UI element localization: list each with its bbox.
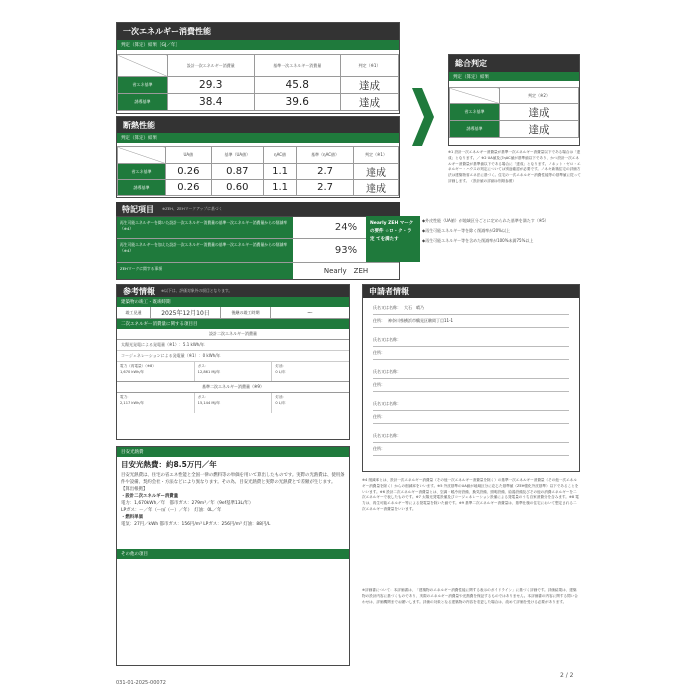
- list-item: ◆外皮性能（UA値）が地域区分ごとに定められた基準を満たす（※5）: [422, 218, 549, 223]
- applicant-name-line: 氏名又は名称： 大石 晴乃: [373, 302, 569, 315]
- col-standard: 基準一次エネルギー消費量: [254, 55, 341, 77]
- overall-note: ※1 設計一次エネルギー消費量が基準一次エネルギー消費量以下である場合は「達成」となります。／ ※2 UA値及びηAC値が基準値以下であり、かつ設計一次エネルギー消費量が基準値以下である場合に「達成」となります。ノネット・ゼロ・エネルギー・ハウスの判定については別途確認が必要です。ノネキ新築住宅の評価方法は建築物省エネ法に基づく。住宅の一次エネルギー消費性能等の基準値に従って評価します。（設計値の詳細は別紙参照）: [448, 150, 581, 183]
- design-head: 設計二次エネルギー消費量: [117, 329, 349, 340]
- other-head: その他の項目: [117, 549, 349, 559]
- solar-line: 太陽光発電による発電量（※1）：5.1 kWh/年: [117, 340, 349, 351]
- doc-id: 031-01-2025-00072: [116, 680, 166, 686]
- applicant-name-line: 氏名又は名称：: [373, 334, 569, 347]
- cogen-line: コージェネレーションによる発電量（※1）：0 kWh/年: [117, 351, 349, 362]
- applicant-title: 申請者情報: [363, 285, 579, 298]
- zeh-conditions: [422, 218, 584, 244]
- table-row: ZEHマークに関する事項 Nearly ZEH: [117, 263, 399, 279]
- fuel-head: 目安光熱費: [117, 447, 349, 457]
- primary-energy-section: [116, 22, 400, 114]
- primary-energy-subheader: 判定（算定）結果［GJ／年］: [117, 40, 399, 50]
- list-item: [373, 334, 569, 360]
- applicant-section: [362, 284, 580, 472]
- col-result: 判定（※1）: [341, 55, 399, 77]
- list-item: [373, 366, 569, 392]
- applicant-address-line: 住所：: [373, 411, 569, 424]
- reference-title: 参考情報: [123, 286, 155, 296]
- applicant-name-line: 氏名又は名称：: [373, 398, 569, 411]
- reference-section: [116, 284, 350, 440]
- applicant-address-line: 住所：: [373, 443, 569, 456]
- col-design: 設計一次エネルギー消費量: [168, 55, 255, 77]
- applicant-address-line: 住所：: [373, 379, 569, 392]
- list-item: ◆再生可能エネルギー等を含めた削減率が100%未満75%以上: [422, 238, 534, 243]
- applicant-name-line: 氏名又は名称：: [373, 430, 569, 443]
- applicant-address-line: 住所： 神奈川県横浜市鶴見区駒岡丁目11-1: [373, 315, 569, 328]
- special-section: [116, 202, 582, 280]
- table-row: 省エネ基準 達成: [450, 104, 579, 121]
- fuel-cost-section: [116, 446, 350, 666]
- table-row: 再生可能エネルギーを除いた設計一次エネルギー消費量の基準一次エネルギー消費量からの削減率（※4） 24%: [117, 217, 399, 239]
- table-corner: [118, 55, 168, 77]
- std-values: 電力： 2,117 kWh/年 ガス： 15,144 MJ/年 灯油： 0 L/年: [117, 393, 349, 413]
- insulation-table: UA値 基準（UA値） ηAC値 基準（ηAC値） 判定（※1） 省エネ基準 0.26 0.87 1.1 2.7 達成 誘導基準 0.26 0.60 1.1 2.7 達成: [117, 146, 399, 196]
- table-row: 省エネ基準 29.3 45.8 達成: [118, 77, 399, 94]
- arrow-right-icon: [412, 88, 434, 146]
- insulation-section: [116, 116, 400, 198]
- fuel-title: 目安光熱費：約8.5万円／年: [121, 460, 217, 469]
- overall-subheader: 判定（算定）結果: [449, 72, 579, 81]
- page-number: 2 / 2: [560, 672, 574, 679]
- applicant-notes-1: ※4 削減率とは、設計一次エネルギー消費量（その他一次エネルギー消費量を除く）の基準一次エネルギー消費量（その他一次エネルギー消費量を除く）からの削減率をいいます。※5 外皮基準のUA値が地域区分に応じた基準値（ZEH強化外皮基準）以下であることをいいます。※6 設計二次エネルギー消費量とは、空調・暖冷房設備、換気設備、照明設備、給湯設備及びその他の消費エネルギーを二次エネルギーで表したものです。※7 太陽光発電設備及びコージェネレーション設備による発電量のうち自家消費分を含みます。※8 電力は、再生可能エネルギー等による発電量を除いた値です。※9 基準二次エネルギー消費量は、基準仕様の住宅において想定される二次エネルギー消費量をいいます。: [362, 478, 579, 511]
- list-item: ◆再生可能エネルギー等を除く削減率が20%以上: [422, 228, 510, 233]
- fuel-lines: 目安光熱費は、住宅の省エネ性能と全国一律の燃料等の単価を用いて算出したものです。実際の光熱費は、使用条件や設備、契約会社・方法などにより異なります。その為、目安光熱費と実際の光熱費とで差額が生じます。 【算出根拠】 ・設計二次エネルギー消費量 電力：1,670kWh／年 都市ガス：279m³／年（9ef基準13L/年） LPガス：ー／年（ー㎥（ー）／年） 灯油：0L／年 ・燃料単価 電気：27円／kWh 都市ガス：156円/m³ LPガス：256円/m³ 灯油：88円/L: [121, 473, 345, 528]
- completion-row: 竣工見通 2025年12月10日 後継の竣工時期 ー: [117, 307, 349, 319]
- reference-note: ※以下は、評価対象外の項目となります。: [161, 288, 233, 293]
- insulation-title: 断熱性能: [117, 117, 399, 133]
- special-title: 特記項目: [122, 204, 154, 214]
- list-item: [373, 430, 569, 456]
- special-note: ※ZEH、ZEHマークアップに基づく: [162, 206, 223, 211]
- overall-table: 判定（※2） 省エネ基準 達成 誘導基準 達成: [449, 87, 579, 138]
- table-row: 誘導基準 38.4 39.6 達成: [118, 94, 399, 111]
- primary-energy-title: 一次エネルギー消費性能: [117, 23, 399, 40]
- table-row: 再生可能エネルギーを加えた設計一次エネルギー消費量の基準一次エネルギー消費量からの削減率（※4） 93%: [117, 239, 399, 263]
- applicant-address-line: 住所：: [373, 347, 569, 360]
- energy-head: 二次エネルギー消費量に関する項目目: [117, 319, 349, 329]
- design-values: 電力（再電量）（※8） 1,670 kWh/年 ガス： 12,861 MJ/年 灯油： 0 L/年: [117, 362, 349, 382]
- applicant-notes-2: ※評価書について：本評価書は、「建築物のエネルギー消費性能に関する表示のガイドライン」に基づく評価です。評価結果は、建築物の設計内容に基づくものであり、実際のエネルギー消費量や光熱費を保証するものではありません。本評価書の内容に関する問い合わせは、評価機関までお願いします。評価の対象となる建築物の内容を変更した場合は、改めて評価を受ける必要があります。: [362, 588, 578, 604]
- overall-section: [448, 54, 580, 146]
- table-row: 誘導基準 達成: [450, 121, 579, 138]
- list-item: [373, 398, 569, 424]
- overall-title: 総合判定: [449, 55, 579, 72]
- insulation-subheader: 判定（算定）結果: [117, 133, 399, 143]
- applicant-name-line: 氏名又は名称：: [373, 366, 569, 379]
- table-row: 省エネ基準 0.26 0.87 1.1 2.7 達成: [118, 164, 399, 180]
- list-item: [373, 302, 569, 328]
- primary-energy-table: [117, 54, 399, 111]
- std-head: 基準二次エネルギー消費量（※9）: [117, 382, 349, 393]
- completion-head: 建築物の竣工・既竣時期: [117, 297, 349, 307]
- table-row: 誘導基準 0.26 0.60 1.1 2.7 達成: [118, 180, 399, 196]
- zeh-mark-label: Nearly ZEH マークの要件 ☆ロ・ク・ラ 定 てを満たす: [366, 216, 420, 262]
